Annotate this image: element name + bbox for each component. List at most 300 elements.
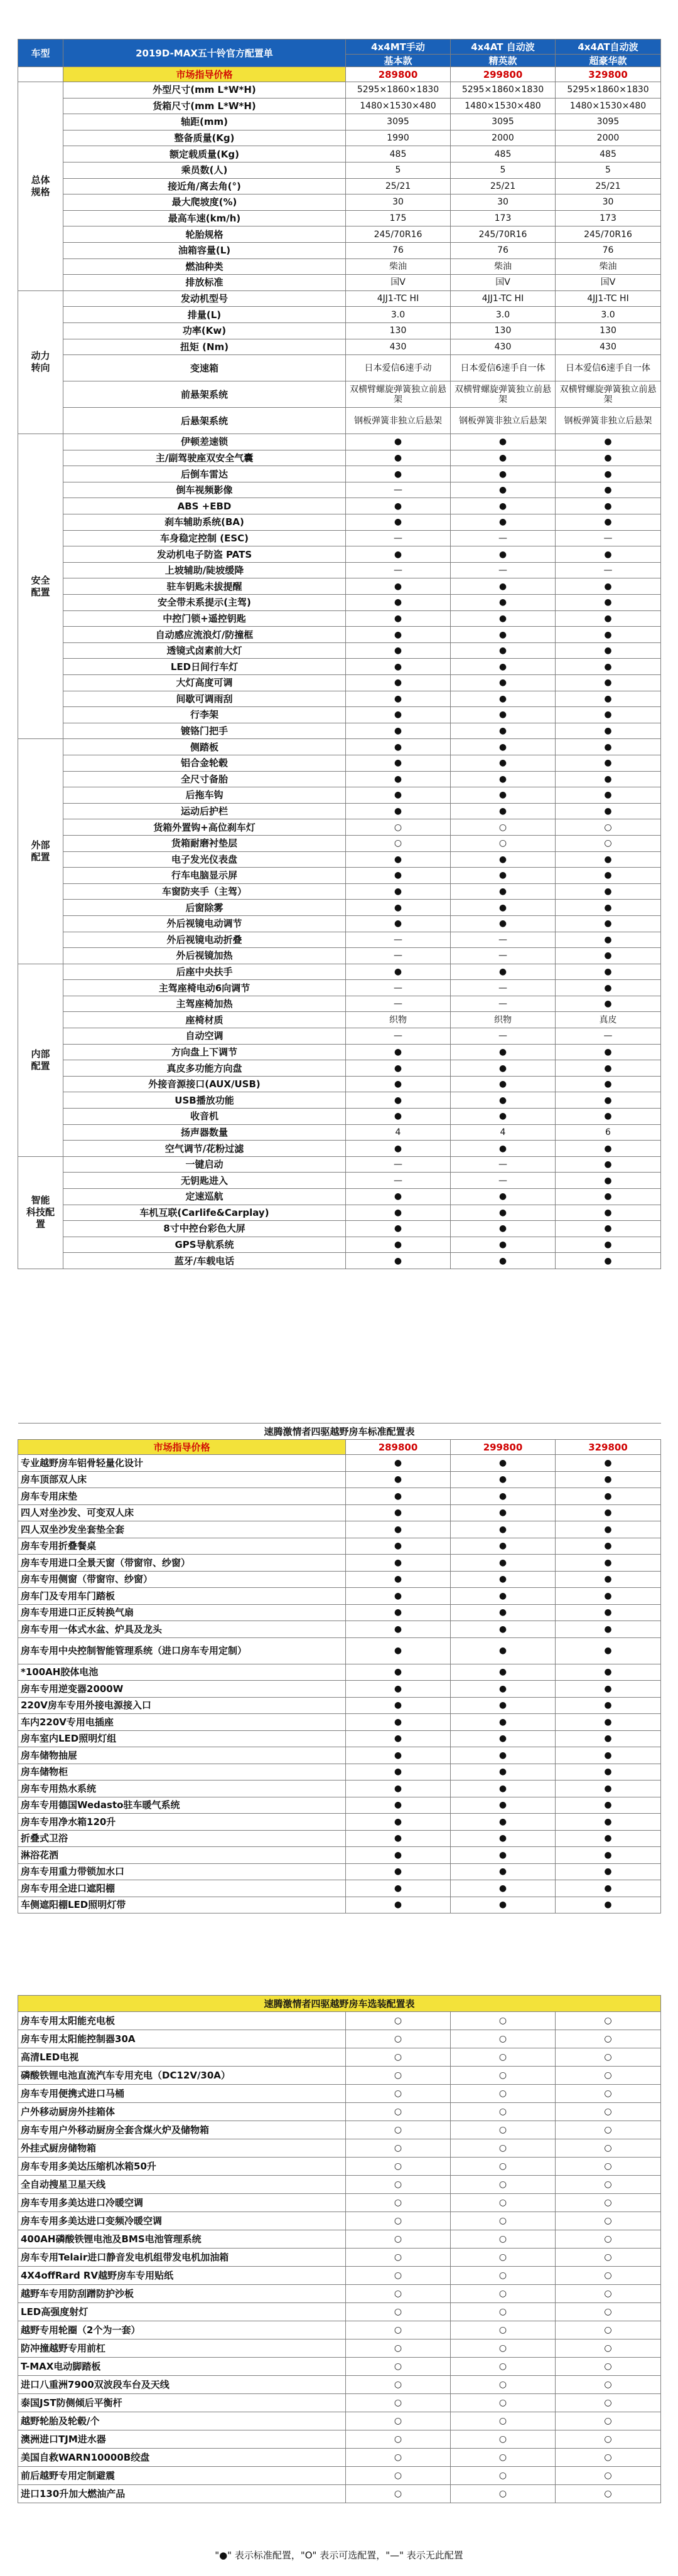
- optional-item-value: ○: [346, 2467, 451, 2485]
- spec-label: 铝合金轮毂: [63, 755, 346, 771]
- optional-row: [18, 2048, 661, 2067]
- spec-value: ●: [346, 466, 451, 482]
- optional-item-label: 外挂式厨房储物箱: [18, 2139, 346, 2158]
- optional-item-value: ○: [346, 2030, 451, 2048]
- standard-item-value: ●: [556, 1764, 661, 1780]
- standard-item-value: ●: [346, 1814, 451, 1831]
- standard-item-label: 房车专用重力带锁加水口: [18, 1863, 346, 1880]
- spec-label: 外后视镜电动折叠: [63, 932, 346, 948]
- spec-label: 车机互联(Carlife&Carplay): [63, 1205, 346, 1221]
- spec-value: ●: [346, 1221, 451, 1237]
- spec-label: 刹车辅助系统(BA): [63, 514, 346, 531]
- spec-value: ●: [346, 1044, 451, 1060]
- spec-value: 5: [451, 162, 556, 178]
- spec-value: ●: [556, 675, 661, 691]
- spec-label: 透镜式卤素前大灯: [63, 642, 346, 659]
- spec-label: 一键启动: [63, 1156, 346, 1173]
- spec-label: 货箱耐磨衬垫层: [63, 835, 346, 851]
- standard-item-value: ●: [346, 1664, 451, 1681]
- standard-price-row: [18, 1440, 661, 1455]
- standard-item-value: ●: [346, 1897, 451, 1913]
- spec-label: 中控门锁+遥控钥匙: [63, 610, 346, 627]
- optional-item-value: ○: [451, 2158, 556, 2176]
- spec-value: ●: [556, 1237, 661, 1253]
- spec-row: [18, 691, 661, 707]
- spec-value: 3095: [346, 114, 451, 130]
- standard-item-value: ●: [451, 1588, 556, 1605]
- optional-item-value: ○: [451, 2194, 556, 2212]
- standard-item-value: ●: [556, 1637, 661, 1664]
- standard-item-label: 房车储物抽屉: [18, 1747, 346, 1764]
- spec-label: 扬声器数量: [63, 1124, 346, 1141]
- spec-table: [18, 39, 661, 1269]
- spec-row: [18, 450, 661, 466]
- spec-row: [18, 114, 661, 130]
- spec-label: 车身稳定控制 (ESC): [63, 530, 346, 546]
- optional-row: [18, 2339, 661, 2358]
- spec-value: —: [346, 530, 451, 546]
- spec-value: 1480×1530×480: [451, 98, 556, 114]
- spec-row: [18, 578, 661, 595]
- spec-label: 电子发光仪表盘: [63, 851, 346, 868]
- optional-item-label: 进口八重洲7900双波段车台及天线: [18, 2376, 346, 2394]
- spec-label: 蓝牙/车载电话: [63, 1253, 346, 1269]
- optional-item-value: ○: [451, 2176, 556, 2194]
- spec-value: ●: [346, 771, 451, 787]
- optional-item-value: ○: [556, 2012, 661, 2030]
- spec-value: ●: [556, 610, 661, 627]
- spec-row: [18, 1109, 661, 1125]
- spec-row: [18, 1060, 661, 1077]
- spec-label: 大灯高度可调: [63, 675, 346, 691]
- spec-value: 25/21: [556, 178, 661, 194]
- standard-row: [18, 1764, 661, 1780]
- optional-item-value: ○: [346, 2449, 451, 2467]
- spec-label: 外后视镜电动调节: [63, 915, 346, 932]
- standard-item-value: ●: [346, 1571, 451, 1588]
- spec-value: ●: [346, 851, 451, 868]
- standard-item-label: 车侧遮阳棚LED照明灯带: [18, 1897, 346, 1913]
- spec-label: 最大爬坡度(%): [63, 194, 346, 211]
- optional-item-label: 进口130升加大燃油产品: [18, 2485, 346, 2503]
- spec-row: [18, 642, 661, 659]
- spec-label: GPS导航系统: [63, 1237, 346, 1253]
- optional-item-label: 澳洲进口TJM进水器: [18, 2430, 346, 2449]
- optional-item-value: ○: [451, 2285, 556, 2303]
- optional-item-value: ○: [451, 2230, 556, 2249]
- spec-value: ●: [451, 868, 556, 884]
- spec-row: [18, 194, 661, 211]
- spec-value: 1480×1530×480: [346, 98, 451, 114]
- standard-row: [18, 1471, 661, 1488]
- standard-row: [18, 1604, 661, 1621]
- spec-value: ●: [346, 723, 451, 739]
- optional-item-value: ○: [451, 2303, 556, 2321]
- standard-row: [18, 1847, 661, 1864]
- standard-item-label: 房车专用净水箱120升: [18, 1814, 346, 1831]
- section-category: 总体 规格: [18, 82, 63, 291]
- spec-value: 国V: [556, 275, 661, 291]
- optional-row: [18, 2430, 661, 2449]
- optional-item-value: ○: [346, 2085, 451, 2103]
- spec-value: —: [451, 932, 556, 948]
- optional-item-value: ○: [346, 2267, 451, 2285]
- spec-value: 76: [346, 242, 451, 258]
- optional-item-value: ○: [556, 2321, 661, 2339]
- spec-row: [18, 996, 661, 1012]
- optional-item-value: ○: [346, 2412, 451, 2430]
- spec-value: ○: [346, 819, 451, 836]
- spec-value: ●: [451, 964, 556, 980]
- optional-item-value: ○: [451, 2321, 556, 2339]
- optional-row: [18, 2376, 661, 2394]
- standard-item-label: 房车专用进口正反转换气扇: [18, 1604, 346, 1621]
- optional-item-value: ○: [451, 2339, 556, 2358]
- optional-item-label: T-MAX电动脚踏板: [18, 2358, 346, 2376]
- optional-item-label: 高清LED电视: [18, 2048, 346, 2067]
- spec-row: [18, 1076, 661, 1092]
- standard-item-label: 房车专用热水系统: [18, 1780, 346, 1797]
- spec-value: 3.0: [451, 307, 556, 323]
- spec-value: ●: [451, 578, 556, 595]
- spec-value: ●: [451, 659, 556, 675]
- optional-item-value: ○: [451, 2376, 556, 2394]
- spec-value: ●: [556, 1156, 661, 1173]
- spec-value: ●: [346, 1060, 451, 1077]
- spec-value: ●: [556, 915, 661, 932]
- spec-row: [18, 1124, 661, 1141]
- spec-value: ●: [556, 627, 661, 643]
- standard-item-label: 房车顶部双人床: [18, 1471, 346, 1488]
- standard-item-value: ●: [346, 1521, 451, 1538]
- spec-value: ●: [451, 1237, 556, 1253]
- spec-label: 后悬架系统: [63, 408, 346, 434]
- spec-value: —: [451, 562, 556, 578]
- spec-value: ●: [346, 900, 451, 916]
- spec-value: —: [451, 980, 556, 996]
- standard-item-label: 房车专用德国Wedasto驻车暖气系统: [18, 1797, 346, 1814]
- model-name: 4x4AT自动波: [556, 40, 661, 55]
- spec-row: [18, 755, 661, 771]
- spec-label: 发动机电子防盗 PATS: [63, 546, 346, 563]
- spec-label: 功率(Kw): [63, 322, 346, 339]
- spec-value: 3.0: [346, 307, 451, 323]
- spec-value: 柴油: [346, 258, 451, 275]
- section-category: 动力 转向: [18, 290, 63, 434]
- spec-label: 收音机: [63, 1109, 346, 1125]
- standard-item-value: ●: [556, 1681, 661, 1698]
- spec-value: ●: [451, 1253, 556, 1269]
- standard-row: [18, 1747, 661, 1764]
- standard-item-value: ●: [556, 1747, 661, 1764]
- spec-label: 外后视镜加热: [63, 948, 346, 964]
- spec-value: ●: [556, 948, 661, 964]
- optional-item-value: ○: [451, 2121, 556, 2139]
- standard-item-value: ●: [556, 1714, 661, 1731]
- spec-value: ●: [556, 1092, 661, 1109]
- spec-value: 6: [556, 1124, 661, 1141]
- standard-item-value: ●: [451, 1681, 556, 1698]
- spec-value: ●: [451, 851, 556, 868]
- standard-row: [18, 1538, 661, 1555]
- spec-value: ●: [556, 466, 661, 482]
- model-name: 4x4MT手动: [346, 40, 451, 55]
- spec-value: 1480×1530×480: [556, 98, 661, 114]
- spec-value: ●: [556, 1141, 661, 1157]
- standard-item-value: ●: [556, 1471, 661, 1488]
- optional-row: [18, 2121, 661, 2139]
- optional-item-value: ○: [556, 2394, 661, 2412]
- optional-item-value: ○: [346, 2339, 451, 2358]
- standard-item-label: 四人双坐沙发坐套垫全套: [18, 1521, 346, 1538]
- standard-item-value: ●: [451, 1471, 556, 1488]
- optional-item-value: ○: [451, 2048, 556, 2067]
- optional-item-label: 房车专用太阳能控制器30A: [18, 2030, 346, 2048]
- spec-value: 日本爱信6速手动: [346, 355, 451, 381]
- spec-value: 4: [346, 1124, 451, 1141]
- spec-label: 外型尺寸(mm L*W*H): [63, 82, 346, 98]
- spec-label: 行车电脑显示屏: [63, 868, 346, 884]
- standard-item-value: ●: [451, 1555, 556, 1572]
- spec-label: 油箱容量(L): [63, 242, 346, 258]
- optional-item-value: ○: [346, 2285, 451, 2303]
- standard-item-value: ●: [346, 1588, 451, 1605]
- spec-value: ●: [451, 498, 556, 514]
- optional-item-value: ○: [346, 2067, 451, 2085]
- standard-item-label: 房车专用一体式水盆、炉具及龙头: [18, 1621, 346, 1638]
- spec-label: 货箱尺寸(mm L*W*H): [63, 98, 346, 114]
- optional-item-label: 房车专用Telair进口静音发电机组带发电机加油箱: [18, 2249, 346, 2267]
- spec-value: 5: [556, 162, 661, 178]
- spec-value: 175: [346, 210, 451, 226]
- spec-value: 2000: [451, 130, 556, 146]
- optional-item-value: ○: [346, 2012, 451, 2030]
- optional-item-label: 越野轮胎及轮毂/个: [18, 2412, 346, 2430]
- standard-item-value: ●: [556, 1697, 661, 1714]
- spec-label: 乘员数(人): [63, 162, 346, 178]
- spec-row: [18, 1044, 661, 1060]
- spec-value: ●: [556, 659, 661, 675]
- optional-item-value: ○: [556, 2267, 661, 2285]
- spec-label: 行李架: [63, 707, 346, 723]
- optional-item-label: 房车专用多美达压缩机冰箱50升: [18, 2158, 346, 2176]
- standard-price-value: 299800: [451, 1440, 556, 1455]
- spec-label: 定速巡航: [63, 1189, 346, 1205]
- section-category: 安全 配置: [18, 434, 63, 739]
- standard-item-value: ●: [346, 1471, 451, 1488]
- spec-value: ●: [556, 980, 661, 996]
- spec-row: [18, 1221, 661, 1237]
- optional-item-value: ○: [556, 2194, 661, 2212]
- spec-value: ●: [451, 1092, 556, 1109]
- spec-row: [18, 1253, 661, 1269]
- spec-value: ○: [346, 835, 451, 851]
- optional-item-value: ○: [451, 2139, 556, 2158]
- optional-item-label: 4X4offRard RV越野房车专用贴纸: [18, 2267, 346, 2285]
- standard-item-value: ●: [556, 1571, 661, 1588]
- spec-value: 国V: [451, 275, 556, 291]
- standard-item-value: ●: [346, 1797, 451, 1814]
- spec-value: 真皮: [556, 1012, 661, 1028]
- spec-value: ●: [556, 932, 661, 948]
- optional-item-value: ○: [346, 2176, 451, 2194]
- spec-row: [18, 900, 661, 916]
- spec-value: 485: [346, 146, 451, 162]
- spec-value: ●: [346, 675, 451, 691]
- optional-row: [18, 2230, 661, 2249]
- optional-item-value: ○: [346, 2230, 451, 2249]
- standard-row: [18, 1637, 661, 1664]
- spec-value: ●: [556, 851, 661, 868]
- spec-value: ●: [451, 803, 556, 819]
- spec-row: [18, 883, 661, 900]
- standard-item-value: ●: [556, 1604, 661, 1621]
- spec-value: 4JJ1-TC HI: [346, 290, 451, 307]
- spec-value: ●: [556, 514, 661, 531]
- standard-item-label: 220V房车专用外接电源接入口: [18, 1697, 346, 1714]
- optional-item-value: ○: [346, 2103, 451, 2121]
- spec-value: —: [451, 996, 556, 1012]
- standard-item-value: ●: [346, 1863, 451, 1880]
- spec-value: 1990: [346, 130, 451, 146]
- standard-row: [18, 1488, 661, 1505]
- spec-row: [18, 819, 661, 836]
- spec-value: ●: [556, 868, 661, 884]
- spec-value: ●: [451, 1076, 556, 1092]
- optional-item-value: ○: [556, 2412, 661, 2430]
- spec-label: 轮胎规格: [63, 226, 346, 243]
- standard-item-value: ●: [346, 1488, 451, 1505]
- spec-value: 4JJ1-TC HI: [451, 290, 556, 307]
- spec-row: [18, 242, 661, 258]
- spec-value: ●: [556, 787, 661, 804]
- spec-row: [18, 980, 661, 996]
- spec-value: ●: [451, 466, 556, 482]
- spec-row: [18, 595, 661, 611]
- spec-value: ●: [346, 434, 451, 450]
- spec-label: 变速箱: [63, 355, 346, 381]
- optional-item-label: 泰国JST防侧倾后平衡杆: [18, 2394, 346, 2412]
- spec-value: ○: [556, 835, 661, 851]
- optional-item-label: 房车专用便携式进口马桶: [18, 2085, 346, 2103]
- optional-row: [18, 2012, 661, 2030]
- standard-item-value: ●: [556, 1814, 661, 1831]
- section-category: 智能 科技配 置: [18, 1156, 63, 1269]
- spec-value: ●: [346, 1205, 451, 1221]
- spec-row: [18, 739, 661, 755]
- spec-value: ●: [451, 450, 556, 466]
- standard-item-value: ●: [451, 1637, 556, 1664]
- spec-value: 245/70R16: [346, 226, 451, 243]
- spec-value: ●: [556, 1253, 661, 1269]
- optional-item-value: ○: [451, 2449, 556, 2467]
- optional-item-value: ○: [556, 2103, 661, 2121]
- spec-value: —: [556, 530, 661, 546]
- optional-item-label: 磷酸铁锂电池直流汽车专用充电（DC12V/30A）: [18, 2067, 346, 2085]
- spec-value: 25/21: [346, 178, 451, 194]
- spec-value: 430: [556, 339, 661, 355]
- standard-item-value: ●: [556, 1797, 661, 1814]
- spec-value: ●: [451, 610, 556, 627]
- spec-value: 76: [556, 242, 661, 258]
- standard-item-value: ●: [346, 1637, 451, 1664]
- spec-value: ●: [556, 691, 661, 707]
- spec-row: [18, 610, 661, 627]
- spec-value: ●: [556, 755, 661, 771]
- optional-row: [18, 2303, 661, 2321]
- spec-label: 轴距(mm): [63, 114, 346, 130]
- spec-value: 钢板弹簧非独立后悬架: [346, 408, 451, 434]
- optional-item-label: 全自动搜星卫星天线: [18, 2176, 346, 2194]
- spec-label: ABS +EBD: [63, 498, 346, 514]
- spec-label: 自动感应流浪灯/防撞框: [63, 627, 346, 643]
- standard-item-value: ●: [451, 1664, 556, 1681]
- price-label: 市场指导价格: [63, 67, 346, 82]
- standard-item-value: ●: [451, 1847, 556, 1864]
- optional-item-value: ○: [451, 2249, 556, 2267]
- spec-value: ●: [451, 675, 556, 691]
- spec-value: ●: [451, 595, 556, 611]
- spec-row: [18, 482, 661, 498]
- spec-row: [18, 466, 661, 482]
- standard-item-value: ●: [451, 1780, 556, 1797]
- optional-item-value: ○: [346, 2358, 451, 2376]
- optional-item-label: 400AH磷酸铁锂电池及BMS电池管理系统: [18, 2230, 346, 2249]
- spec-value: ●: [346, 691, 451, 707]
- spec-value: ●: [556, 771, 661, 787]
- spec-value: ●: [556, 642, 661, 659]
- spec-value: ●: [346, 1092, 451, 1109]
- spec-value: —: [346, 562, 451, 578]
- spec-value: 30: [346, 194, 451, 211]
- spec-value: —: [556, 562, 661, 578]
- spec-value: ●: [346, 1141, 451, 1157]
- spec-value: —: [556, 1028, 661, 1045]
- standard-item-value: ●: [556, 1863, 661, 1880]
- spec-value: ○: [451, 819, 556, 836]
- standard-item-value: ●: [451, 1880, 556, 1897]
- spec-value: —: [346, 1173, 451, 1189]
- price-spacer: [18, 67, 63, 82]
- optional-row: [18, 2139, 661, 2158]
- optional-item-value: ○: [451, 2485, 556, 2503]
- spec-row: [18, 290, 661, 307]
- spec-value: ○: [556, 819, 661, 836]
- optional-item-value: ○: [451, 2358, 556, 2376]
- standard-item-label: 房车储物柜: [18, 1764, 346, 1780]
- spec-label: 自动空调: [63, 1028, 346, 1045]
- spec-label: 主驾座椅加热: [63, 996, 346, 1012]
- standard-row: [18, 1730, 661, 1747]
- standard-item-value: ●: [451, 1714, 556, 1731]
- spec-row: [18, 723, 661, 739]
- spec-row: [18, 226, 661, 243]
- price-value: 289800: [346, 67, 451, 82]
- spec-row: [18, 868, 661, 884]
- optional-item-value: ○: [346, 2249, 451, 2267]
- standard-item-value: ●: [451, 1797, 556, 1814]
- spec-row: [18, 1092, 661, 1109]
- spec-row: [18, 851, 661, 868]
- spec-row: [18, 835, 661, 851]
- spec-value: ●: [556, 450, 661, 466]
- spec-value: ●: [346, 803, 451, 819]
- spec-value: 织物: [346, 1012, 451, 1028]
- spec-value: 4: [451, 1124, 556, 1141]
- standard-item-value: ●: [556, 1504, 661, 1521]
- spec-value: ●: [451, 915, 556, 932]
- standard-item-value: ●: [346, 1730, 451, 1747]
